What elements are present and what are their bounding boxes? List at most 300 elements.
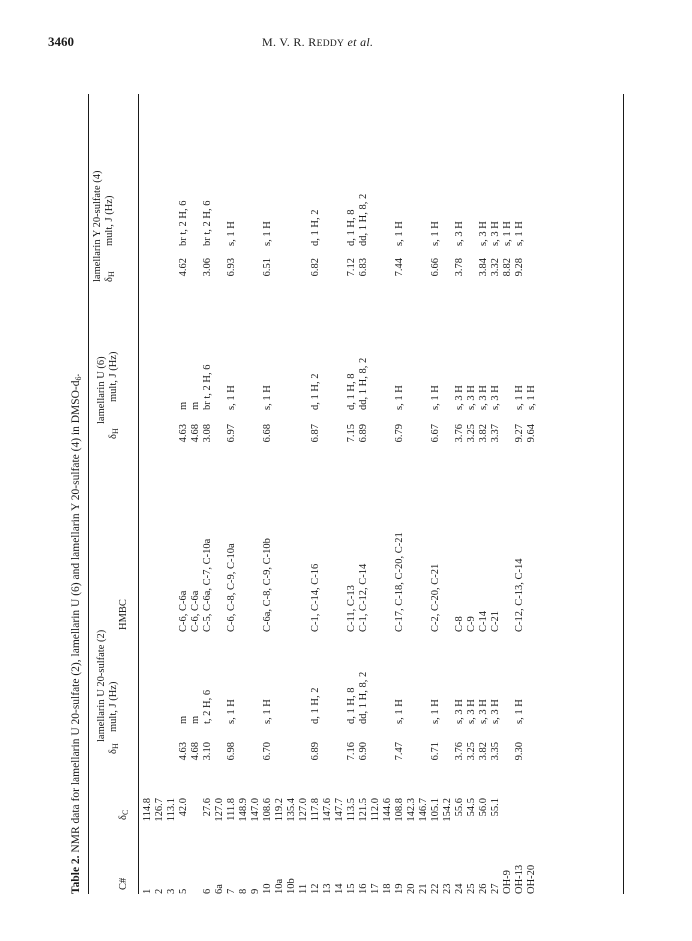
hmbc-cell bbox=[442, 457, 454, 632]
delta-h-4-cell: 6.51 bbox=[262, 258, 273, 277]
delta-h-6-cell bbox=[334, 424, 346, 450]
mult-6-cell bbox=[442, 310, 454, 410]
mult-2-cell bbox=[322, 629, 334, 724]
delta-h-2-cell: 6.98 bbox=[226, 742, 237, 761]
col-header-mult-4: mult, J (Hz) bbox=[104, 195, 115, 246]
delta-h-6-cell bbox=[166, 424, 178, 450]
mult-2-cell bbox=[274, 629, 286, 724]
delta-h-2-cell bbox=[286, 742, 298, 768]
delta-h-4-cell bbox=[214, 258, 226, 284]
carbon-cell: 24 bbox=[454, 883, 465, 894]
mult-4-cell bbox=[250, 136, 262, 246]
delta-c-cell: 108.8 bbox=[394, 798, 405, 822]
mult-2-cell bbox=[214, 629, 226, 724]
carbon-cell: 1 bbox=[142, 888, 153, 894]
carbon-cell: 3 bbox=[166, 888, 177, 894]
mult-6-cell: d, 1 H, 2 bbox=[310, 373, 321, 410]
mult-6-cell bbox=[166, 310, 178, 410]
mult-6-cell bbox=[154, 310, 166, 410]
mult-6-cell bbox=[370, 310, 382, 410]
delta-c-cell: 112.0 bbox=[370, 798, 381, 822]
col-header-mult-2: mult, J (Hz) bbox=[108, 681, 119, 732]
mult-6-cell bbox=[382, 310, 394, 410]
delta-h-2-cell bbox=[214, 742, 226, 768]
carbon-cell: 22 bbox=[430, 883, 441, 894]
column-mult-compound-2 bbox=[142, 629, 538, 724]
delta-h-6-cell bbox=[286, 424, 298, 450]
mult-4-cell: d, 1 H, 2 bbox=[310, 209, 321, 246]
mult-4-cell bbox=[442, 136, 454, 246]
delta-h-6-cell: 9.64 bbox=[526, 424, 537, 443]
carbon-cell: 10 bbox=[262, 883, 273, 894]
carbon-cell: 6 bbox=[202, 888, 213, 894]
hmbc-cell bbox=[406, 457, 418, 632]
delta-c-cell: 108.6 bbox=[262, 798, 273, 822]
column-delta-c bbox=[142, 798, 538, 832]
mult-4-cell bbox=[166, 136, 178, 246]
mult-6-cell bbox=[322, 310, 334, 410]
delta-h-4-cell bbox=[298, 258, 310, 284]
delta-h-2-cell bbox=[502, 742, 514, 768]
col-header-delta-h-4: $\delta_H$ bbox=[104, 271, 116, 282]
delta-h-2-cell bbox=[370, 742, 382, 768]
delta-h-6-cell bbox=[214, 424, 226, 450]
hmbc-cell bbox=[418, 457, 430, 632]
mult-4-cell: s, 1 H bbox=[514, 221, 525, 246]
mult-4-cell: dd, 1 H, 8, 2 bbox=[358, 193, 369, 246]
mult-4-cell: s, 3 H bbox=[478, 221, 489, 246]
mult-2-cell bbox=[526, 629, 538, 724]
delta-h-4-cell bbox=[286, 258, 298, 284]
mult-6-cell bbox=[214, 310, 226, 410]
mult-2-cell: m bbox=[178, 715, 189, 724]
delta-h-6-cell: 3.37 bbox=[490, 424, 501, 443]
mult-6-cell bbox=[406, 310, 418, 410]
mult-4-cell: s, 1 H bbox=[262, 221, 273, 246]
delta-h-4-cell: 3.78 bbox=[454, 258, 465, 277]
carbon-cell: OH-20 bbox=[526, 864, 537, 894]
mult-4-cell bbox=[526, 136, 538, 246]
delta-h-4-cell bbox=[238, 258, 250, 284]
col-header-carbon: C# bbox=[118, 877, 129, 890]
delta-h-2-cell bbox=[418, 742, 430, 768]
hmbc-cell: C-5, C-6a, C-7, C-10a bbox=[202, 538, 213, 632]
hmbc-cell: C-6a, C-8, C-9, C-10b bbox=[262, 538, 273, 632]
carbon-cell: 20 bbox=[406, 883, 417, 894]
mult-4-cell bbox=[286, 136, 298, 246]
mult-2-cell: s, 3 H bbox=[454, 699, 465, 724]
delta-h-6-cell bbox=[322, 424, 334, 450]
mult-6-cell bbox=[142, 310, 154, 410]
delta-h-2-cell bbox=[406, 742, 418, 768]
col-header-mult-6: mult, J (Hz) bbox=[108, 351, 119, 402]
delta-c-cell: 105.1 bbox=[430, 798, 441, 822]
delta-h-4-cell: 7.44 bbox=[394, 258, 405, 277]
mult-4-cell: d, 1 H, 8 bbox=[346, 209, 357, 246]
top-rule bbox=[88, 94, 89, 894]
hmbc-cell bbox=[214, 457, 226, 632]
delta-c-cell: 126.7 bbox=[154, 798, 165, 822]
hmbc-cell: C-11, C-13 bbox=[346, 585, 357, 632]
delta-h-2-cell bbox=[250, 742, 262, 768]
mult-6-cell: s, 3 H bbox=[478, 385, 489, 410]
delta-c-cell bbox=[190, 798, 202, 832]
mult-4-cell bbox=[370, 136, 382, 246]
mult-6-cell bbox=[334, 310, 346, 410]
delta-h-4-cell: 4.62 bbox=[178, 258, 189, 277]
delta-h-6-cell bbox=[154, 424, 166, 450]
mult-4-cell: s, 3 H bbox=[490, 221, 501, 246]
mult-2-cell: s, 1 H bbox=[226, 699, 237, 724]
mult-4-cell: s, 3 H bbox=[454, 221, 465, 246]
hmbc-cell bbox=[322, 457, 334, 632]
mult-2-cell bbox=[250, 629, 262, 724]
delta-h-6-cell: 6.68 bbox=[262, 424, 273, 443]
running-head-initials: M. V. R. bbox=[262, 35, 305, 49]
delta-c-cell: 119.2 bbox=[274, 798, 285, 822]
table-caption-end: . bbox=[70, 373, 82, 377]
mult-6-cell: d, 1 H, 8 bbox=[346, 373, 357, 410]
delta-c-cell: 146.7 bbox=[418, 798, 429, 822]
delta-h-6-cell: 4.68 bbox=[190, 424, 201, 443]
mult-4-cell bbox=[190, 136, 202, 246]
delta-h-2-cell bbox=[274, 742, 286, 768]
delta-h-2-cell: 6.70 bbox=[262, 742, 273, 761]
carbon-cell: 21 bbox=[418, 883, 429, 894]
delta-h-6-cell: 6.67 bbox=[430, 424, 441, 443]
mult-6-cell: br t, 2 H, 6 bbox=[202, 364, 213, 410]
mult-4-cell bbox=[418, 136, 430, 246]
delta-h-2-cell: 3.35 bbox=[490, 742, 501, 761]
delta-c-cell: 147.7 bbox=[334, 798, 345, 822]
delta-h-2-cell bbox=[442, 742, 454, 768]
delta-h-6-cell: 7.15 bbox=[346, 424, 357, 443]
delta-h-2-cell: 3.76 bbox=[454, 742, 465, 761]
hmbc-cell bbox=[370, 457, 382, 632]
mult-4-cell bbox=[382, 136, 394, 246]
carbon-cell: 17 bbox=[370, 883, 381, 894]
hmbc-cell bbox=[250, 457, 262, 632]
mult-6-cell: m bbox=[190, 401, 201, 410]
mult-2-cell bbox=[370, 629, 382, 724]
mult-4-cell bbox=[274, 136, 286, 246]
header-rule bbox=[138, 94, 139, 894]
delta-c-cell bbox=[514, 798, 526, 832]
delta-h-2-cell bbox=[334, 742, 346, 768]
delta-h-2-cell: 9.30 bbox=[514, 742, 525, 761]
mult-2-cell: s, 3 H bbox=[490, 699, 501, 724]
mult-4-cell bbox=[142, 136, 154, 246]
delta-c-cell: 121.5 bbox=[358, 798, 369, 822]
delta-c-cell: 111.8 bbox=[226, 798, 237, 821]
delta-c-cell: 144.6 bbox=[382, 798, 393, 822]
hmbc-cell bbox=[154, 457, 166, 632]
hmbc-cell: C-6, C-6a bbox=[190, 590, 201, 632]
delta-h-6-cell bbox=[238, 424, 250, 450]
delta-h-4-cell: 6.66 bbox=[430, 258, 441, 277]
mult-6-cell: s, 1 H bbox=[430, 385, 441, 410]
carbon-cell: 7 bbox=[226, 888, 237, 894]
mult-6-cell bbox=[418, 310, 430, 410]
col-header-hmbc: HMBC bbox=[118, 599, 129, 630]
hmbc-cell: C-1, C-14, C-16 bbox=[310, 563, 321, 632]
delta-h-2-cell: 4.68 bbox=[190, 742, 201, 761]
delta-h-2-cell bbox=[238, 742, 250, 768]
delta-h-6-cell: 3.25 bbox=[466, 424, 477, 443]
mult-2-cell: s, 3 H bbox=[478, 699, 489, 724]
delta-c-cell: 54.5 bbox=[466, 798, 477, 817]
carbon-cell: 25 bbox=[466, 883, 477, 894]
carbon-cell: 8 bbox=[238, 888, 249, 894]
hmbc-cell: C-17, C-18, C-20, C-21 bbox=[394, 532, 405, 632]
mult-6-cell: dd, 1 H, 8, 2 bbox=[358, 357, 369, 410]
carbon-cell: 5 bbox=[178, 888, 189, 894]
delta-c-cell: 117.8 bbox=[310, 798, 321, 822]
delta-h-6-cell bbox=[406, 424, 418, 450]
delta-h-6-cell bbox=[418, 424, 430, 450]
mult-2-cell bbox=[382, 629, 394, 724]
delta-h-2-cell bbox=[382, 742, 394, 768]
carbon-cell: 6a bbox=[214, 884, 225, 894]
hmbc-cell bbox=[166, 457, 178, 632]
delta-h-6-cell: 4.63 bbox=[178, 424, 189, 443]
group-header-2: lamellarin U 20-sulfate (2) bbox=[96, 629, 107, 742]
delta-h-4-cell: 6.93 bbox=[226, 258, 237, 277]
column-delta-h-compound-6 bbox=[142, 424, 538, 450]
delta-h-6-cell: 3.82 bbox=[478, 424, 489, 443]
hmbc-cell bbox=[238, 457, 250, 632]
carbon-cell: 10a bbox=[274, 878, 285, 894]
delta-h-4-cell bbox=[190, 258, 202, 284]
delta-h-4-cell bbox=[322, 258, 334, 284]
delta-h-4-cell bbox=[334, 258, 346, 284]
rotated-table bbox=[70, 94, 626, 894]
delta-h-4-cell: 8.82 bbox=[502, 258, 513, 277]
hmbc-cell bbox=[298, 457, 310, 632]
delta-h-2-cell bbox=[154, 742, 166, 768]
mult-4-cell bbox=[298, 136, 310, 246]
delta-h-4-cell: 6.83 bbox=[358, 258, 369, 277]
mult-2-cell bbox=[406, 629, 418, 724]
carbon-cell: 12 bbox=[310, 883, 321, 894]
hmbc-cell bbox=[334, 457, 346, 632]
delta-h-6-cell bbox=[442, 424, 454, 450]
hmbc-cell bbox=[502, 457, 514, 632]
col-header-delta-h-2: $\delta_H$ bbox=[108, 743, 120, 754]
delta-h-6-cell: 6.89 bbox=[358, 424, 369, 443]
table-caption-text: NMR data for lamellarin U 20-sulfate (2), lamellarin U (6) and lamellarin Y 20-sulfate (4) in DMSO-d bbox=[70, 380, 82, 853]
delta-c-cell: 114.8 bbox=[142, 798, 153, 822]
mult-2-cell: d, 1 H, 8 bbox=[346, 687, 357, 724]
delta-c-cell: 55.1 bbox=[490, 798, 501, 817]
delta-c-cell: 42.0 bbox=[178, 798, 189, 817]
delta-h-6-cell bbox=[382, 424, 394, 450]
mult-2-cell bbox=[166, 629, 178, 724]
delta-h-4-cell: 3.84 bbox=[478, 258, 489, 277]
mult-6-cell bbox=[238, 310, 250, 410]
delta-h-6-cell bbox=[298, 424, 310, 450]
mult-6-cell: s, 1 H bbox=[262, 385, 273, 410]
delta-c-cell: 127.0 bbox=[298, 798, 309, 822]
delta-h-6-cell bbox=[142, 424, 154, 450]
hmbc-cell: C-9 bbox=[466, 616, 477, 632]
col-header-delta-h-6: $\delta_H$ bbox=[108, 428, 120, 439]
table-caption-subscript: 6 bbox=[74, 376, 83, 381]
table-label: Table 2. bbox=[70, 855, 82, 894]
delta-h-4-cell bbox=[382, 258, 394, 284]
running-head-surname-rest: EDDY bbox=[316, 39, 345, 49]
mult-4-cell bbox=[238, 136, 250, 246]
mult-6-cell: s, 3 H bbox=[490, 385, 501, 410]
hmbc-cell: C-6, C-8, C-9, C-10a bbox=[226, 543, 237, 632]
mult-4-cell: s, 1 H bbox=[430, 221, 441, 246]
mult-4-cell: s, 1 H bbox=[226, 221, 237, 246]
mult-2-cell bbox=[298, 629, 310, 724]
bottom-rule bbox=[623, 94, 624, 894]
mult-2-cell bbox=[154, 629, 166, 724]
mult-6-cell: s, 3 H bbox=[466, 385, 477, 410]
carbon-cell: 11 bbox=[298, 883, 309, 894]
mult-2-cell: s, 3 H bbox=[466, 699, 477, 724]
delta-h-4-cell bbox=[526, 258, 538, 284]
mult-2-cell: s, 1 H bbox=[394, 699, 405, 724]
mult-4-cell bbox=[466, 136, 478, 246]
delta-h-6-cell bbox=[250, 424, 262, 450]
carbon-cell: 16 bbox=[358, 883, 369, 894]
delta-h-2-cell bbox=[298, 742, 310, 768]
delta-h-4-cell bbox=[466, 258, 478, 284]
mult-4-cell bbox=[214, 136, 226, 246]
delta-c-cell: 113.1 bbox=[166, 798, 177, 822]
carbon-cell: 23 bbox=[442, 883, 453, 894]
mult-6-cell: s, 1 H bbox=[226, 385, 237, 410]
carbon-cell: 26 bbox=[478, 883, 489, 894]
running-head-surname-initial: R bbox=[308, 35, 317, 49]
mult-6-cell: s, 1 H bbox=[526, 385, 537, 410]
hmbc-cell: C-8 bbox=[454, 616, 465, 632]
delta-c-cell: 135.4 bbox=[286, 798, 297, 822]
mult-2-cell: t, 2 H, 6 bbox=[202, 689, 213, 724]
delta-h-2-cell bbox=[526, 742, 538, 768]
delta-c-cell: 154.2 bbox=[442, 798, 453, 822]
mult-4-cell: s, 1 H bbox=[502, 221, 513, 246]
delta-h-6-cell bbox=[370, 424, 382, 450]
delta-h-2-cell bbox=[166, 742, 178, 768]
delta-h-4-cell bbox=[406, 258, 418, 284]
delta-h-4-cell: 3.06 bbox=[202, 258, 213, 277]
mult-4-cell bbox=[334, 136, 346, 246]
hmbc-cell bbox=[526, 457, 538, 632]
delta-h-2-cell bbox=[322, 742, 334, 768]
mult-2-cell bbox=[334, 629, 346, 724]
delta-c-cell bbox=[502, 798, 514, 832]
delta-h-4-cell bbox=[154, 258, 166, 284]
mult-2-cell bbox=[442, 629, 454, 724]
carbon-cell: 19 bbox=[394, 883, 405, 894]
running-head bbox=[262, 35, 373, 50]
mult-4-cell: s, 1 H bbox=[394, 221, 405, 246]
delta-h-2-cell: 3.10 bbox=[202, 742, 213, 761]
column-hmbc bbox=[142, 457, 538, 632]
delta-h-4-cell: 6.82 bbox=[310, 258, 321, 277]
delta-h-4-cell bbox=[142, 258, 154, 284]
column-carbon bbox=[142, 834, 538, 894]
mult-2-cell: s, 1 H bbox=[262, 699, 273, 724]
mult-6-cell: s, 1 H bbox=[514, 385, 525, 410]
mult-2-cell: d, 1 H, 2 bbox=[310, 687, 321, 724]
carbon-cell bbox=[190, 834, 202, 894]
delta-h-2-cell: 6.71 bbox=[430, 742, 441, 761]
delta-c-cell: 56.0 bbox=[478, 798, 489, 817]
carbon-cell: 15 bbox=[346, 883, 357, 894]
delta-h-6-cell: 6.97 bbox=[226, 424, 237, 443]
hmbc-cell: C-21 bbox=[490, 611, 501, 632]
delta-h-2-cell: 6.89 bbox=[310, 742, 321, 761]
delta-c-cell: 147.0 bbox=[250, 798, 261, 822]
delta-c-cell: 127.0 bbox=[214, 798, 225, 822]
mult-2-cell bbox=[418, 629, 430, 724]
carbon-cell: 13 bbox=[322, 883, 333, 894]
column-mult-compound-4 bbox=[142, 136, 538, 246]
delta-h-2-cell: 7.16 bbox=[346, 742, 357, 761]
delta-h-4-cell bbox=[442, 258, 454, 284]
delta-h-4-cell bbox=[274, 258, 286, 284]
hmbc-cell: C-1, C-12, C-14 bbox=[358, 563, 369, 632]
mult-2-cell bbox=[238, 629, 250, 724]
carbon-cell: OH-13 bbox=[514, 864, 525, 894]
mult-6-cell bbox=[286, 310, 298, 410]
mult-4-cell: br t, 2 H, 6 bbox=[178, 200, 189, 246]
delta-c-cell: 148.9 bbox=[238, 798, 249, 822]
carbon-cell: 10b bbox=[286, 878, 297, 894]
mult-6-cell bbox=[274, 310, 286, 410]
page-number: 3460 bbox=[48, 34, 74, 49]
delta-h-2-cell: 7.47 bbox=[394, 742, 405, 761]
hmbc-cell bbox=[274, 457, 286, 632]
table-caption bbox=[70, 374, 85, 894]
column-mult-compound-6 bbox=[142, 310, 538, 410]
running-head-etal: et al. bbox=[347, 35, 374, 49]
mult-6-cell: s, 1 H bbox=[394, 385, 405, 410]
delta-h-6-cell bbox=[502, 424, 514, 450]
delta-h-6-cell: 3.76 bbox=[454, 424, 465, 443]
mult-6-cell: s, 3 H bbox=[454, 385, 465, 410]
delta-h-2-cell: 4.63 bbox=[178, 742, 189, 761]
mult-2-cell bbox=[142, 629, 154, 724]
mult-2-cell: dd, 1 H, 8, 2 bbox=[358, 671, 369, 724]
delta-h-4-cell bbox=[166, 258, 178, 284]
delta-h-4-cell: 7.12 bbox=[346, 258, 357, 277]
mult-4-cell bbox=[154, 136, 166, 246]
delta-c-cell: 113.5 bbox=[346, 798, 357, 822]
column-delta-h-compound-4 bbox=[142, 258, 538, 284]
hmbc-cell: C-2, C-20, C-21 bbox=[430, 563, 441, 632]
delta-h-6-cell: 3.08 bbox=[202, 424, 213, 443]
carbon-cell: 14 bbox=[334, 883, 345, 894]
mult-2-cell: s, 1 H bbox=[514, 699, 525, 724]
hmbc-cell: C-12, C-13, C-14 bbox=[514, 558, 525, 632]
hmbc-cell bbox=[286, 457, 298, 632]
delta-c-cell: 147.6 bbox=[322, 798, 333, 822]
group-header-6: lamellarin U (6) bbox=[96, 356, 107, 424]
delta-h-4-cell bbox=[370, 258, 382, 284]
mult-4-cell bbox=[406, 136, 418, 246]
group-header-4: lamellarin Y 20-sulfate (4) bbox=[92, 170, 103, 282]
hmbc-cell bbox=[142, 457, 154, 632]
delta-h-6-cell: 9.27 bbox=[514, 424, 525, 443]
mult-6-cell bbox=[298, 310, 310, 410]
mult-2-cell: m bbox=[190, 715, 201, 724]
